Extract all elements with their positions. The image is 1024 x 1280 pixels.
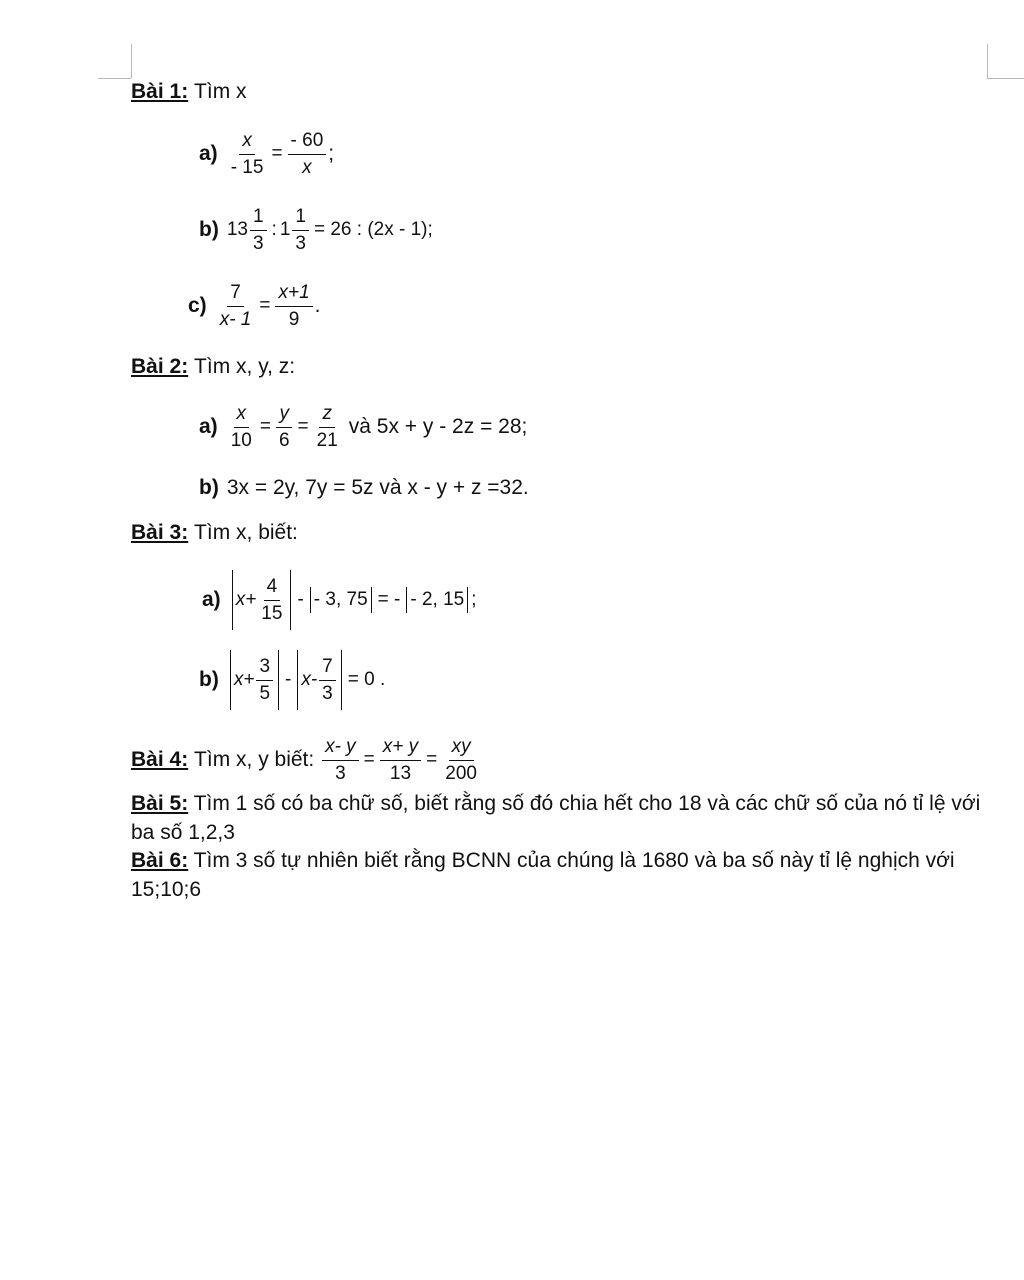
crop-mark-top-left (98, 78, 131, 79)
item-marker: b) (199, 218, 219, 242)
fraction: $\frac{y}{6}$ (276, 401, 293, 453)
crop-mark-top-right (987, 44, 988, 78)
fraction: $\frac{x}{- 15}$ (230, 130, 264, 178)
bai6-label: Bài 6: (131, 849, 189, 872)
fraction: $\frac{x+1}{9}$ (275, 280, 312, 332)
fraction: $\frac{7}{x- 1}$ (219, 282, 252, 330)
bai3-title: Tìm x, biết: (194, 521, 298, 544)
crop-mark-top-right (987, 78, 1024, 79)
bai4-heading: Bài 4: Tìm x, y biết: $\frac{x- y}{3}$ = $\frac{x+ y}{13}$ = $\frac{xy}{200}$ (131, 734, 482, 786)
bai2-title: Tìm x, y, z: (194, 355, 296, 378)
mixed-number: 1 $\frac{1}{3}$ (280, 204, 311, 256)
bai3-item-a: a) x+ $\frac{4}{15}$ - - 3, 75 = - - 2, 15 ; (202, 570, 477, 630)
fraction: $\frac{z}{21}$ (316, 403, 338, 451)
bai1-title: Tìm x (194, 80, 247, 103)
item-marker: a) (202, 588, 221, 612)
item-marker: a) (199, 415, 218, 439)
fraction: $\frac{x}{10}$ (230, 403, 252, 451)
fraction: $\frac{xy}{200}$ (445, 736, 477, 784)
absolute-value: x+ $\frac{3}{5}$ (230, 650, 279, 710)
item-marker: b) (199, 476, 219, 499)
bai4-label: Bài 4: (131, 748, 189, 772)
bai3-heading (131, 521, 298, 545)
bai5-text: Tìm 1 số có ba chữ số, biết rằng số đó chia hết cho 18 và các chữ số của nó tỉ lệ với ba số 1,2,3 (131, 792, 981, 844)
item-marker: c) (188, 294, 207, 318)
mixed-number: 13 $\frac{1}{3}$ (227, 204, 269, 256)
bai2-item-a: a) $\frac{x}{10}$ = $\frac{y}{6}$ = $\frac{z}{21}$ và 5x + y - 2z = 28; (199, 401, 527, 453)
bai6-paragraph (131, 846, 991, 904)
bai3-item-b: b) x+ $\frac{3}{5}$ - x- $\frac{7}{3}$ = 0 . (199, 650, 388, 710)
absolute-value: - 3, 75 (310, 587, 372, 613)
fraction: $\frac{x+ y}{13}$ (380, 734, 421, 786)
fraction: $\frac{- 60}{x}$ (288, 128, 327, 180)
bai2-label: Bài 2: (131, 355, 189, 378)
bai4-title: Tìm x, y biết: (194, 748, 315, 772)
bai2-item-b: b) 3x = 2y, 7y = 5z và x - y + z =32. (199, 476, 529, 499)
bai5-paragraph (131, 789, 991, 847)
absolute-value: x- $\frac{7}{3}$ (297, 650, 341, 710)
absolute-value: - 2, 15 (406, 587, 468, 613)
bai3-label: Bài 3: (131, 521, 189, 544)
crop-mark-top-left (131, 44, 132, 78)
bai1-item-a: a) $\frac{x}{- 15}$ = $\frac{- 60}{x}$ ; (199, 128, 334, 180)
bai2-heading (131, 355, 295, 379)
bai1-item-b: b) 13 $\frac{1}{3}$ : 1 $\frac{1}{3}$ = 26 : (2x - 1); (199, 204, 436, 256)
fraction: $\frac{x- y}{3}$ (322, 734, 359, 786)
item-marker: a) (199, 142, 218, 166)
bai1-label: Bài 1: (131, 80, 189, 103)
absolute-value: x+ $\frac{4}{15}$ (232, 570, 292, 630)
bai5-label: Bài 5: (131, 792, 189, 815)
item-marker: b) (199, 668, 219, 692)
bai1-item-c: c) $\frac{7}{x- 1}$ = $\frac{x+1}{9}$ . (188, 280, 321, 332)
bai1-heading (131, 80, 247, 104)
bai6-text: Tìm 3 số tự nhiên biết rằng BCNN của chúng là 1680 và ba số này tỉ lệ nghịch với 15;10;6 (131, 849, 955, 901)
